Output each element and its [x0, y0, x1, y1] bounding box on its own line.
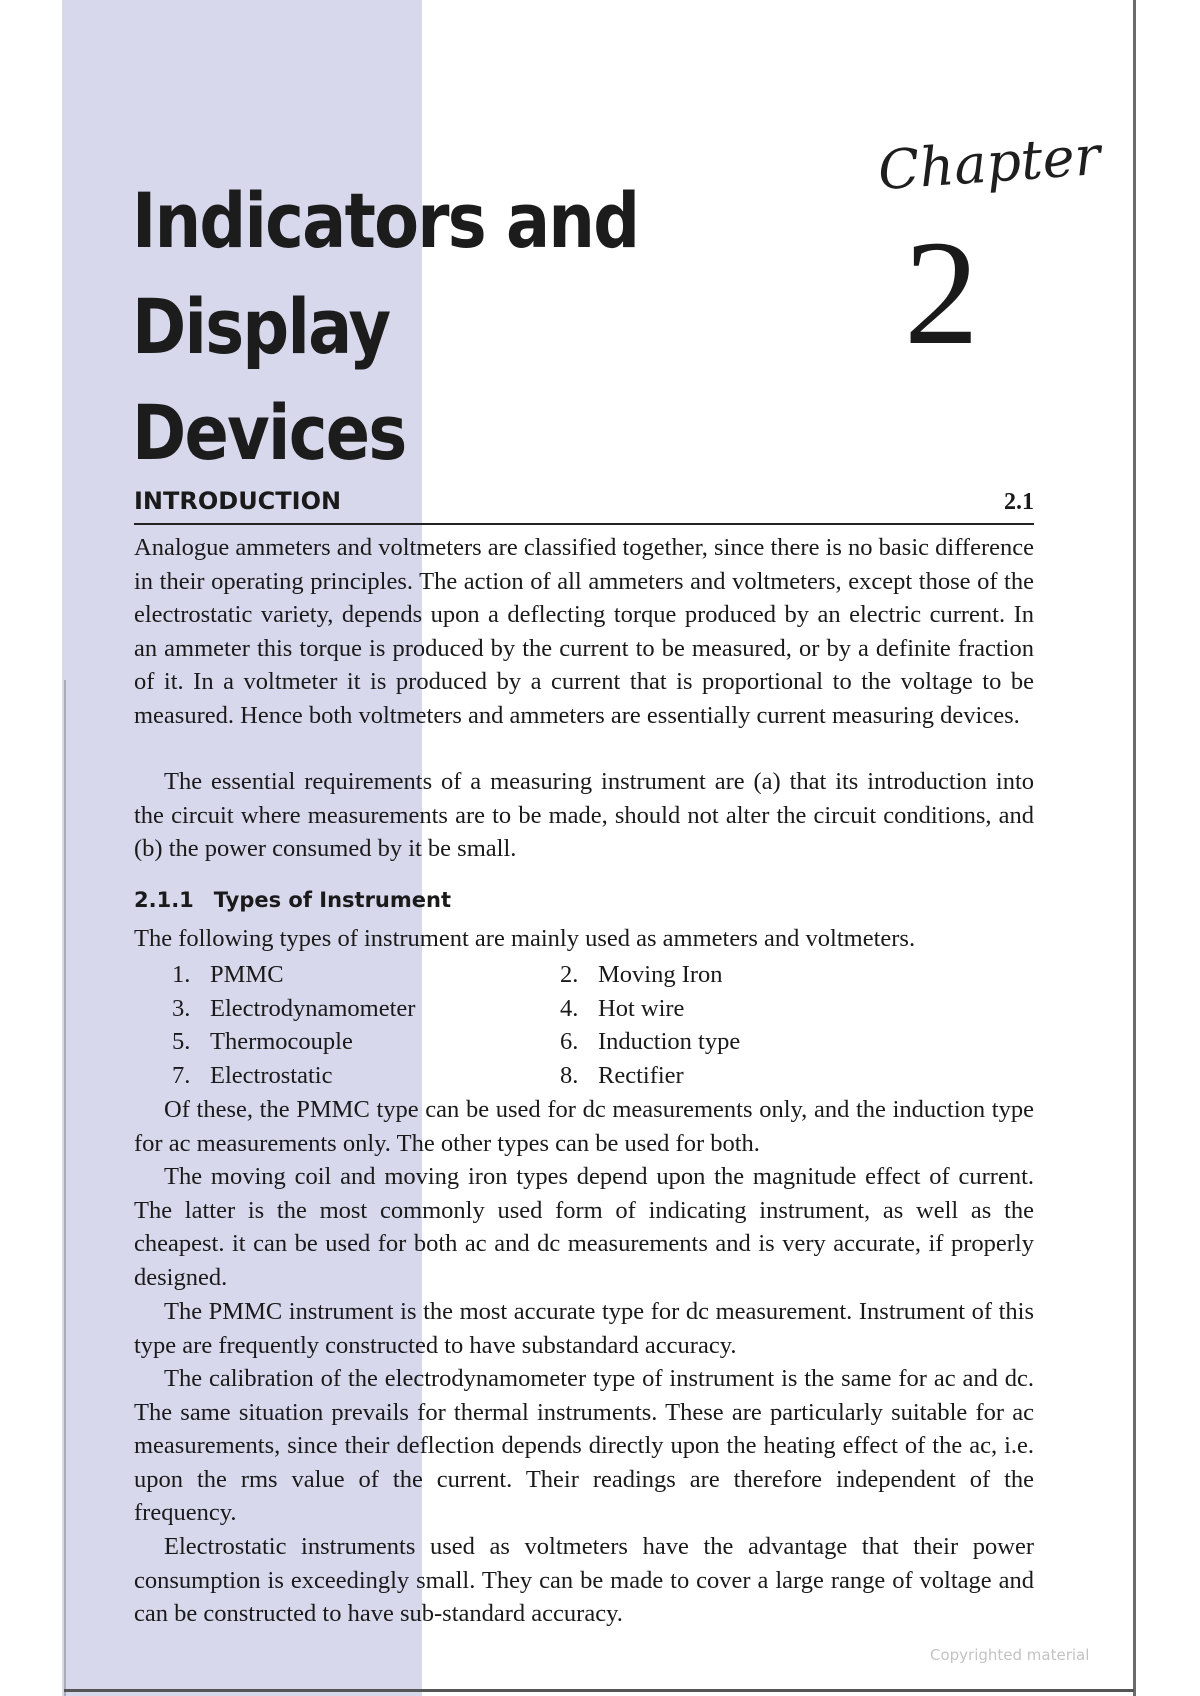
paragraph-7: Electrostatic instruments used as voltmeters have the advantage that their power consumption is exceedingly small. They can be made to cover a large range of voltage and can be constructed to have sub-standard accuracy.: [134, 1533, 1034, 1627]
list-item: 3. Electrodynamometer: [172, 994, 416, 1022]
list-item: 4. Hot wire: [560, 994, 685, 1022]
paragraph-6: The calibration of the electrodynamometer type of instrument is the same for ac and dc. The same situation prevails for thermal instruments. These are particularly suitable for ac measurements, since their deflection depends directly upon the heating effect of the ac, i.e. upon the rms value of the current. Their readings are therefore independent of the frequency.: [134, 1365, 1034, 1526]
list-item: 6. Induction type: [560, 1028, 741, 1055]
list-item: 7. Electrostatic: [172, 1061, 333, 1089]
chapter-label: Chapter: [876, 123, 1103, 203]
chapter-title: [132, 168, 682, 486]
section-title: INTRODUCTION: [134, 487, 342, 515]
paragraph-4: The moving coil and moving iron types depend upon the magnitude effect of current. The latter is the most commonly used form of indicating instrument, as well as the cheapest. it can be used for both ac and dc measurements and is very accurate, if properly designed.: [134, 1163, 1034, 1291]
subsection-title: Types of Instrument: [213, 888, 452, 912]
subsection-heading: [134, 888, 1034, 912]
list-item: 5. Thermocouple: [172, 1028, 353, 1055]
section-number: 2.1: [1004, 489, 1034, 515]
section-heading: [134, 487, 1034, 525]
chapter-title-line-1: Indicators and: [132, 176, 639, 265]
list-item: 1. PMMC: [172, 961, 284, 988]
paragraph-3: Of these, the PMMC type can be used for dc measurements only, and the induction type for ac measurements only. The other types can be used for both.: [134, 1096, 1034, 1157]
subsection-number: 2.1.1: [134, 888, 194, 912]
paragraph-2: The essential requirements of a measuring instrument are (a) that its introduction into the circuit where measurements are to be made, should not alter the circuit conditions, and (b) the power consumed by it be small.: [134, 768, 1034, 862]
list-item: 8. Rectifier: [560, 1061, 684, 1089]
page-frame-bottom: [64, 1689, 1134, 1692]
types-intro: The following types of instrument are mainly used as ammeters and voltmeters.: [134, 925, 916, 952]
page-frame-left: [64, 680, 66, 1696]
paragraph-5: The PMMC instrument is the most accurate type for dc measurement. Instrument of this type are frequently constructed to have substandard accuracy.: [134, 1298, 1034, 1359]
chapter-number: 2: [904, 210, 979, 376]
instrument-types-list: [172, 958, 932, 1092]
page-frame-right: [1133, 0, 1136, 1696]
list-item: 2. Moving Iron: [560, 961, 723, 988]
chapter-title-line-2: Display Devices: [132, 282, 406, 477]
paragraph-1: Analogue ammeters and voltmeters are classified together, since there is no basic difference in their operating principles. The action of all ammeters and voltmeters, except those of the electrostatic variety, depends upon a deflecting torque produced by an electric current. In an ammeter this torque is produced by the current to be measured, or by a definite fraction of it. In a voltmeter it is produced by a current that is proportional to the voltage to be measured. Hence both voltmeters and ammeters are essentially current measuring devices.: [134, 534, 1034, 729]
copyright-watermark: Copyrighted material: [930, 1646, 1090, 1664]
